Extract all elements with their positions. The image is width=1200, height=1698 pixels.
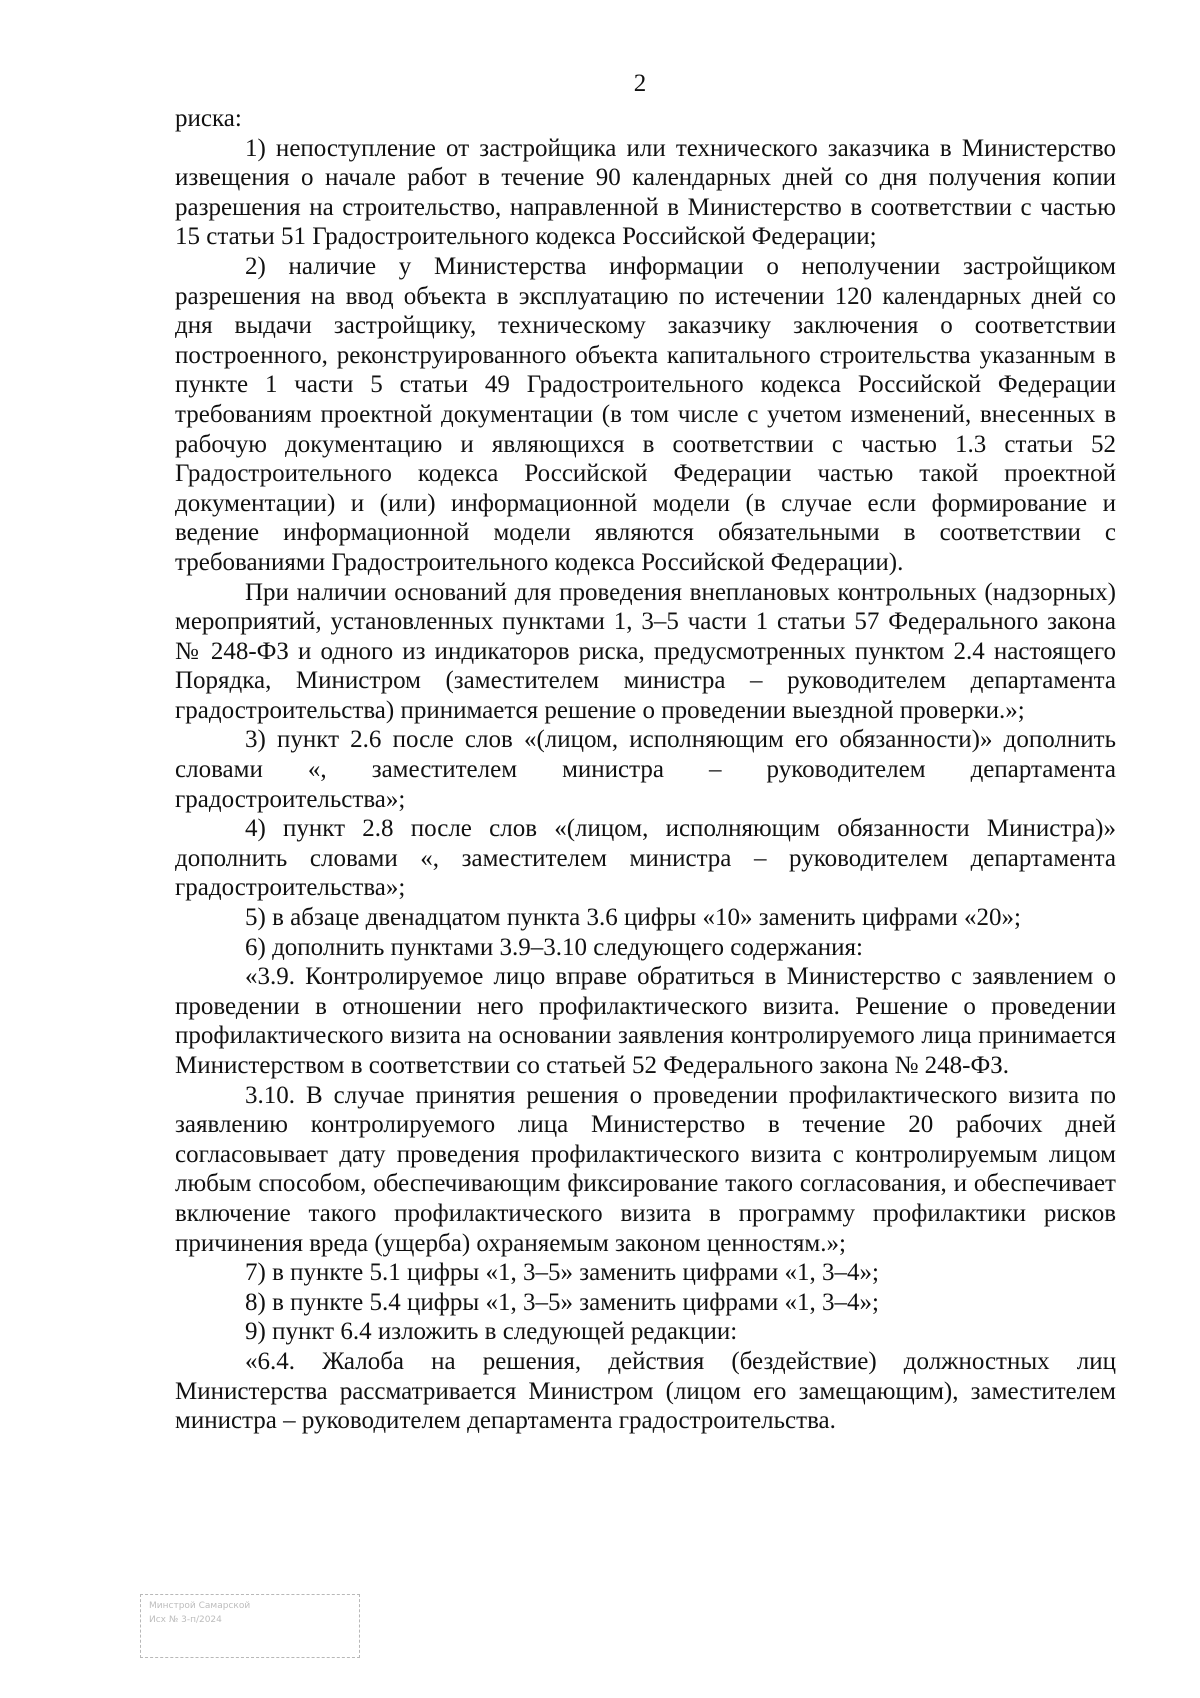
stamp-line: Исх № 3-п/2024 — [149, 1615, 222, 1625]
registration-stamp — [140, 1594, 360, 1658]
document-body — [175, 104, 1116, 1436]
paragraph: риска: — [175, 105, 242, 132]
paragraph: 8) в пункте 5.4 цифры «1, 3–5» заменить цифрами «1, 3–4»; — [245, 1288, 879, 1316]
paragraph: 2) наличие у Министерства информации о неполучении застройщиком разрешения на ввод объекта в эксплуатацию по истечении 120 календарных дней со дня выдачи застройщику, техническому заказчику заключения о соответствии построенного, реконструированного объекта капитального строительства указанным в пункте 1 части 5 статьи 49 Градостроительного кодекса Российской Федерации требованиям проектной документации (в том числе с учетом изменений, внесенных в рабочую документацию и являющихся в соответствии с частью 1.3 статьи 52 Градостроительного кодекса Российской Федерации частью такой проектной документации) и (или) информационной модели (в случае если формирование и ведение информационной модели являются обязательными в соответствии с требованиями Градостроительного кодекса Российской Федерации). — [175, 252, 1116, 576]
paragraph: 6) дополнить пунктами 3.9–3.10 следующего содержания: — [245, 933, 863, 961]
paragraph: При наличии оснований для проведения внеплановых контрольных (надзорных) мероприятий, установленных пунктами 1, 3–5 части 1 статьи 57 Федерального закона № 248-ФЗ и одного из индикаторов риска, предусмотренных пунктом 2.4 настоящего Порядка, Министром (заместителем министра – руководителем департамента градостроительства) принимается решение о проведении выездной проверки.»; — [175, 578, 1116, 724]
paragraph: 5) в абзаце двенадцатом пункта 3.6 цифры «10» заменить цифрами «20»; — [245, 904, 1021, 932]
paragraph: 9) пункт 6.4 изложить в следующей редакции: — [245, 1318, 738, 1346]
stamp-line: Минстрой Самарской — [149, 1601, 251, 1611]
paragraph: 1) непоступление от застройщика или технического заказчика в Министерство извещения о начале работ в течение 90 календарных дней со дня получения копии разрешения на строительство, направленной в Министерство в соответствии с частью 15 статьи 51 Градостроительного кодекса Российской Федерации; — [175, 134, 1116, 251]
paragraph: 3.10. В случае принятия решения о проведении профилактического визита по заявлению контролируемого лица Министерство в течение 20 рабочих дней согласовывает дату проведения профилактического визита с контролируемым лицом любым способом, обеспечивающим фиксирование такого согласования, и обеспечивает включение такого профилактического визита в программу профилактики рисков причинения вреда (ущерба) охраняемым законом ценностям.»; — [175, 1081, 1116, 1257]
paragraph: 3) пункт 2.6 после слов «(лицом, исполняющим его обязанности)» дополнить словами «, заместителем министра – руководителем департамента градостроительства»; — [175, 726, 1116, 813]
page-number: 2 — [633, 70, 647, 97]
paragraph: 4) пункт 2.8 после слов «(лицом, исполняющим обязанности Министра)» дополнить словами «, заместителем министра – руководителем департамента градостроительства»; — [175, 815, 1116, 902]
paragraph: «3.9. Контролируемое лицо вправе обратиться в Министерство с заявлением о проведении в отношении него профилактического визита. Решение о проведении профилактического визита на основании заявления контролируемого лица принимается Министерством в соответствии со статьей 52 Федерального закона № 248-ФЗ. — [175, 963, 1116, 1079]
paragraph: «6.4. Жалоба на решения, действия (бездействие) должностных лиц Министерства рассматривается Министром (лицом его замещающим), заместителем министра – руководителем департамента градостроительства. — [175, 1347, 1116, 1435]
paragraph: 7) в пункте 5.1 цифры «1, 3–5» заменить цифрами «1, 3–4»; — [245, 1259, 879, 1287]
